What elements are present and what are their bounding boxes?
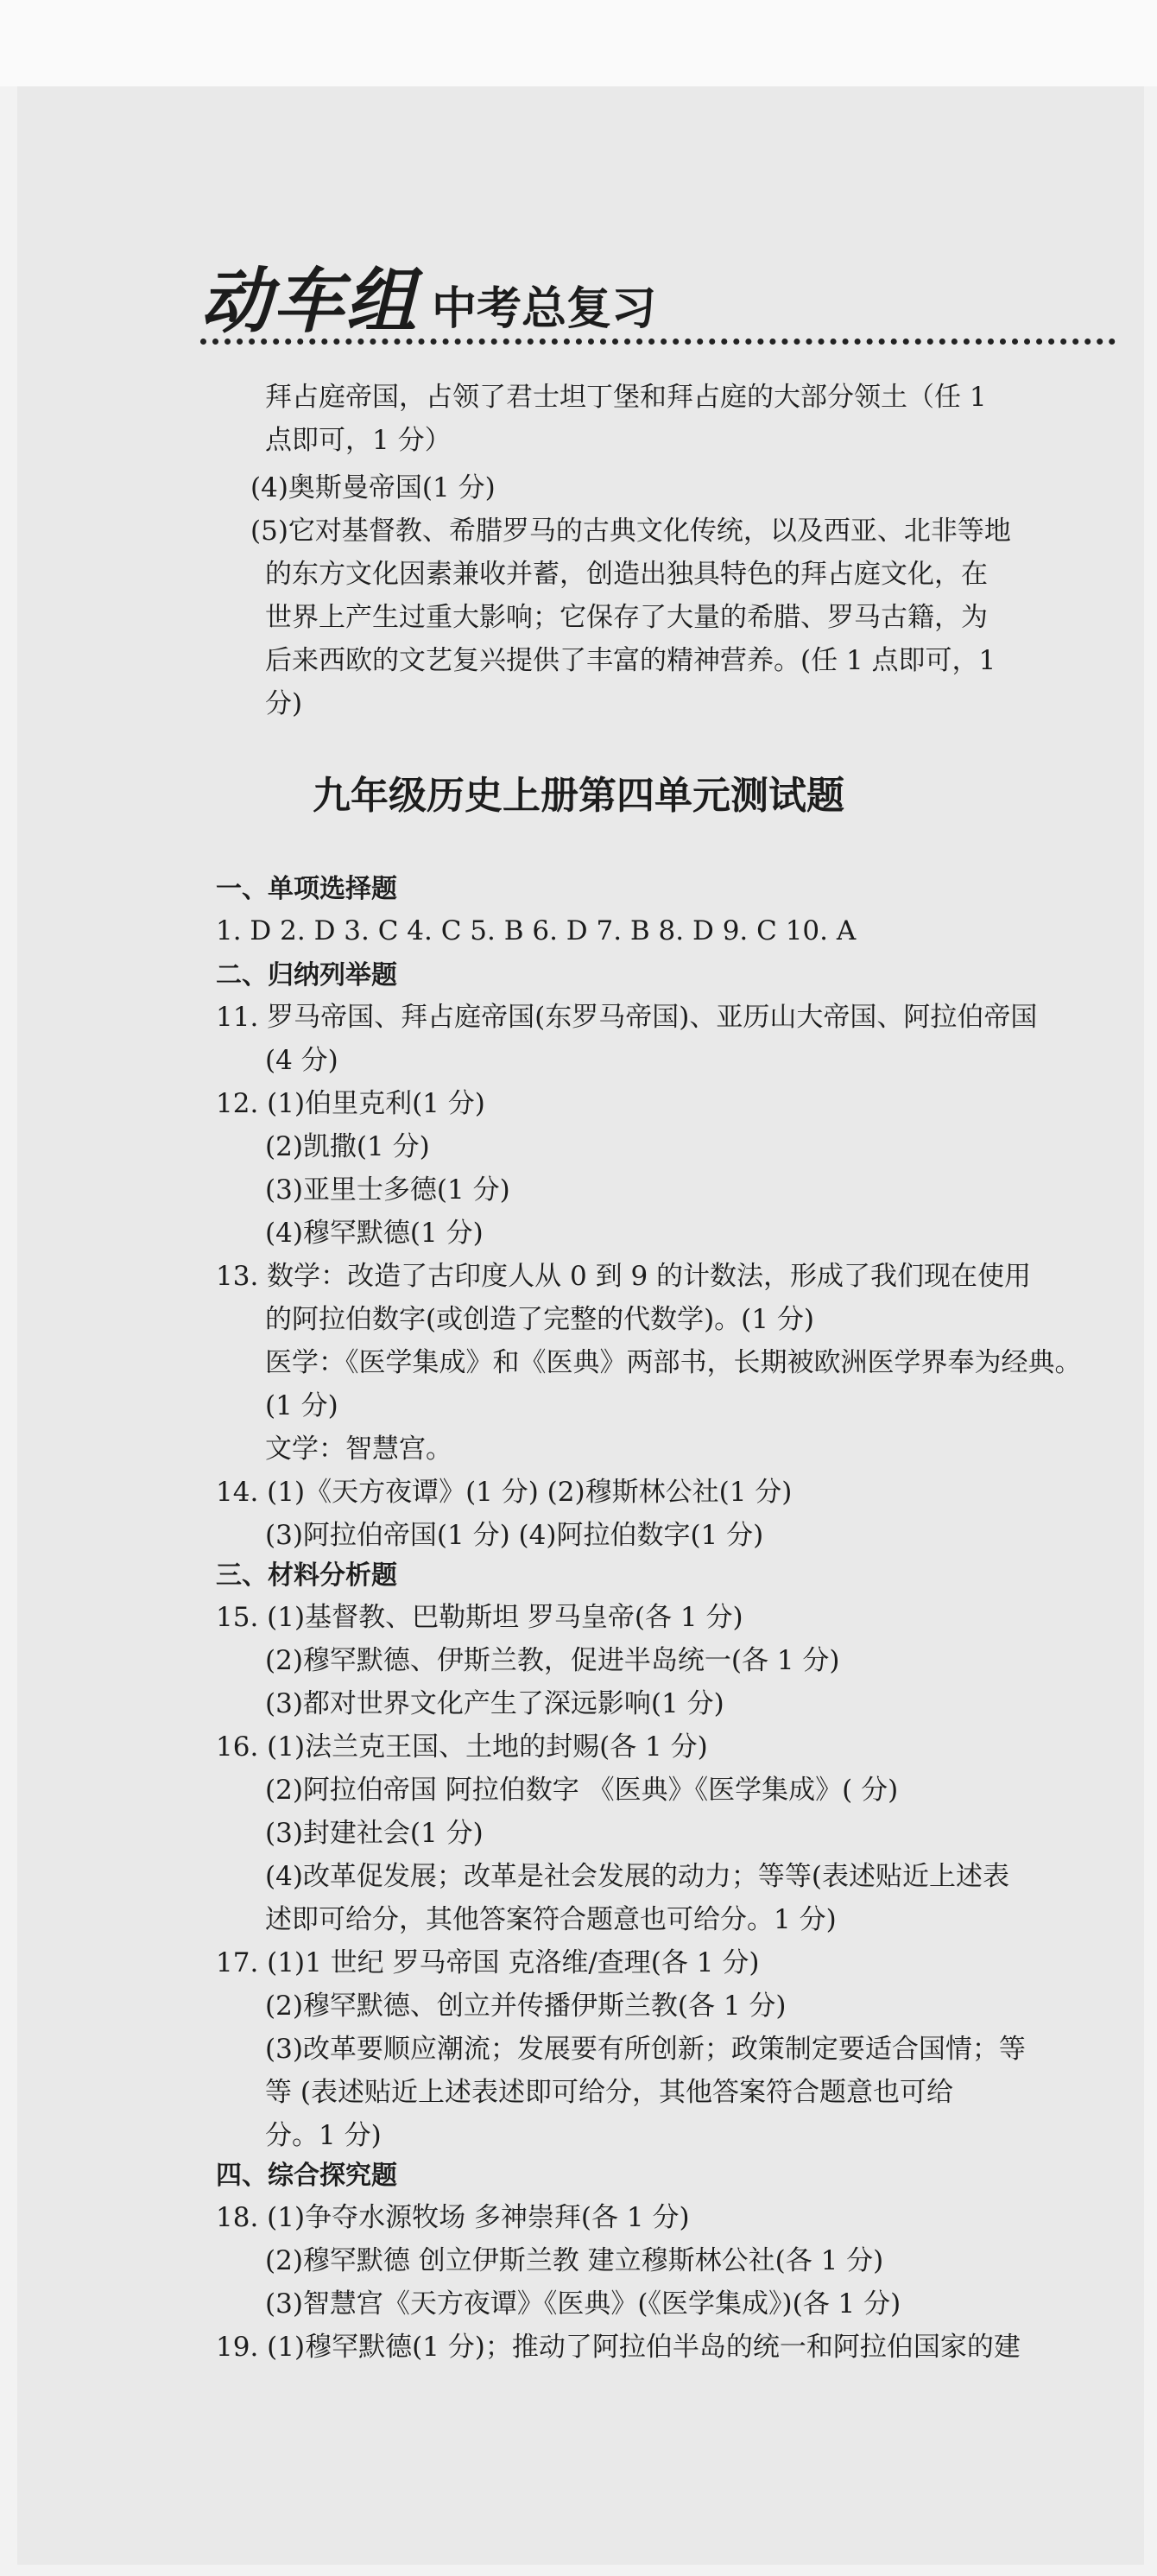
answer-line: 的阿拉伯数字(或创造了完整的代数学)。(1 分): [265, 1304, 814, 1335]
answer-line: (2)穆罕默德、创立并传播伊斯兰教(各 1 分): [265, 1991, 787, 2022]
answer-line: 15. (1)基督教、巴勒斯坦 罗马皇帝(各 1 分): [216, 1602, 743, 1633]
answer-line: 的东方文化因素兼收并蓄，创造出独具特色的拜占庭文化，在: [265, 559, 988, 590]
answer-line: 18. (1)争夺水源牧场 多神崇拜(各 1 分): [216, 2202, 690, 2233]
answer-line: (3)亚里士多德(1 分): [265, 1174, 510, 1206]
header-subtitle: 中考总复习: [432, 282, 657, 335]
answer-line: 14. (1)《天方夜谭》(1 分) (2)穆斯林公社(1 分): [216, 1477, 793, 1508]
section-heading: 三、材料分析题: [216, 1560, 397, 1591]
answer-line: 13. 数学：改造了古印度人从 0 到 9 的计数法，形成了我们现在使用: [216, 1261, 1032, 1292]
answer-line: 19. (1)穆罕默德(1 分)；推动了阿拉伯半岛的统一和阿拉伯国家的建: [216, 2332, 1021, 2363]
answer-line: (2)阿拉伯帝国 阿拉伯数字 《医典》《医学集成》( 分): [265, 1775, 899, 1806]
section-heading: 一、单项选择题: [216, 874, 397, 904]
answer-line: 等 (表述贴近上述表述即可给分，其他答案符合题意也可给: [265, 2077, 953, 2108]
page-title: 九年级历史上册第四单元测试题: [313, 774, 844, 818]
answer-line: (2)穆罕默德 创立伊斯兰教 建立穆斯林公社(各 1 分): [265, 2245, 884, 2276]
answer-line: 拜占庭帝国，占领了君士坦丁堡和拜占庭的大部分领土（任 1: [265, 382, 987, 413]
answer-line: (5)它对基督教、希腊罗马的古典文化传统，以及西亚、北非等地: [250, 516, 1011, 547]
answer-line: 12. (1)伯里克利(1 分): [216, 1088, 485, 1119]
answer-line: 述即可给分，其他答案符合题意也可给分。1 分): [265, 1904, 837, 1935]
answer-line: (3)改革要顺应潮流；发展要有所创新；政策制定要适合国情；等: [265, 2034, 1026, 2065]
answer-line: (3)封建社会(1 分): [265, 1818, 484, 1849]
answer-line: (4)改革促发展；改革是社会发展的动力；等等(表述贴近上述表: [265, 1861, 1010, 1892]
answer-line: (2)穆罕默德、伊斯兰教，促进半岛统一(各 1 分): [265, 1645, 840, 1676]
answer-line: 11. 罗马帝国、拜占庭帝国(东罗马帝国)、亚历山大帝国、阿拉伯帝国: [216, 1002, 1038, 1033]
answer-line: (3)阿拉伯帝国(1 分) (4)阿拉伯数字(1 分): [265, 1520, 764, 1551]
answer-line: (4)穆罕默德(1 分): [265, 1218, 484, 1249]
header-logo: 动车组: [200, 260, 418, 343]
page-header: [200, 259, 657, 343]
answer-line: 17. (1)1 世纪 罗马帝国 克洛维/查理(各 1 分): [216, 1947, 760, 1978]
section-heading: 四、综合探究题: [216, 2161, 397, 2191]
section-heading: 二、归纳列举题: [216, 960, 397, 991]
answer-line: 点即可，1 分）: [265, 425, 452, 456]
answer-line: 世界上产生过重大影响；它保存了大量的希腊、罗马古籍，为: [265, 602, 988, 633]
header-dotted-rule: [200, 339, 1116, 345]
answer-line: (2)凯撒(1 分): [265, 1131, 430, 1162]
answer-line: (3)都对世界文化产生了深远影响(1 分): [265, 1688, 724, 1719]
answer-line: (4)奥斯曼帝国(1 分): [250, 472, 496, 503]
answer-line: (3)智慧宫《天方夜谭》《医典》(《医学集成》)(各 1 分): [265, 2288, 901, 2320]
answer-line: (4 分): [265, 1045, 338, 1076]
page-top-margin: [0, 0, 1157, 86]
answer-line: 1. D 2. D 3. C 4. C 5. B 6. D 7. B 8. D 9. C 10. A: [216, 915, 857, 946]
answer-line: 医学：《医学集成》和《医典》两部书，长期被欧洲医学界奉为经典。: [265, 1347, 1082, 1378]
answer-line: 文学：智慧宫。: [265, 1434, 452, 1465]
answer-line: (1 分): [265, 1390, 338, 1421]
answer-line: 分。1 分): [265, 2120, 382, 2151]
answer-line: 16. (1)法兰克王国、土地的封赐(各 1 分): [216, 1731, 708, 1763]
answer-line: 后来西欧的文艺复兴提供了丰富的精神营养。(任 1 点即可，1: [265, 645, 996, 676]
answer-line: 分): [265, 688, 303, 719]
